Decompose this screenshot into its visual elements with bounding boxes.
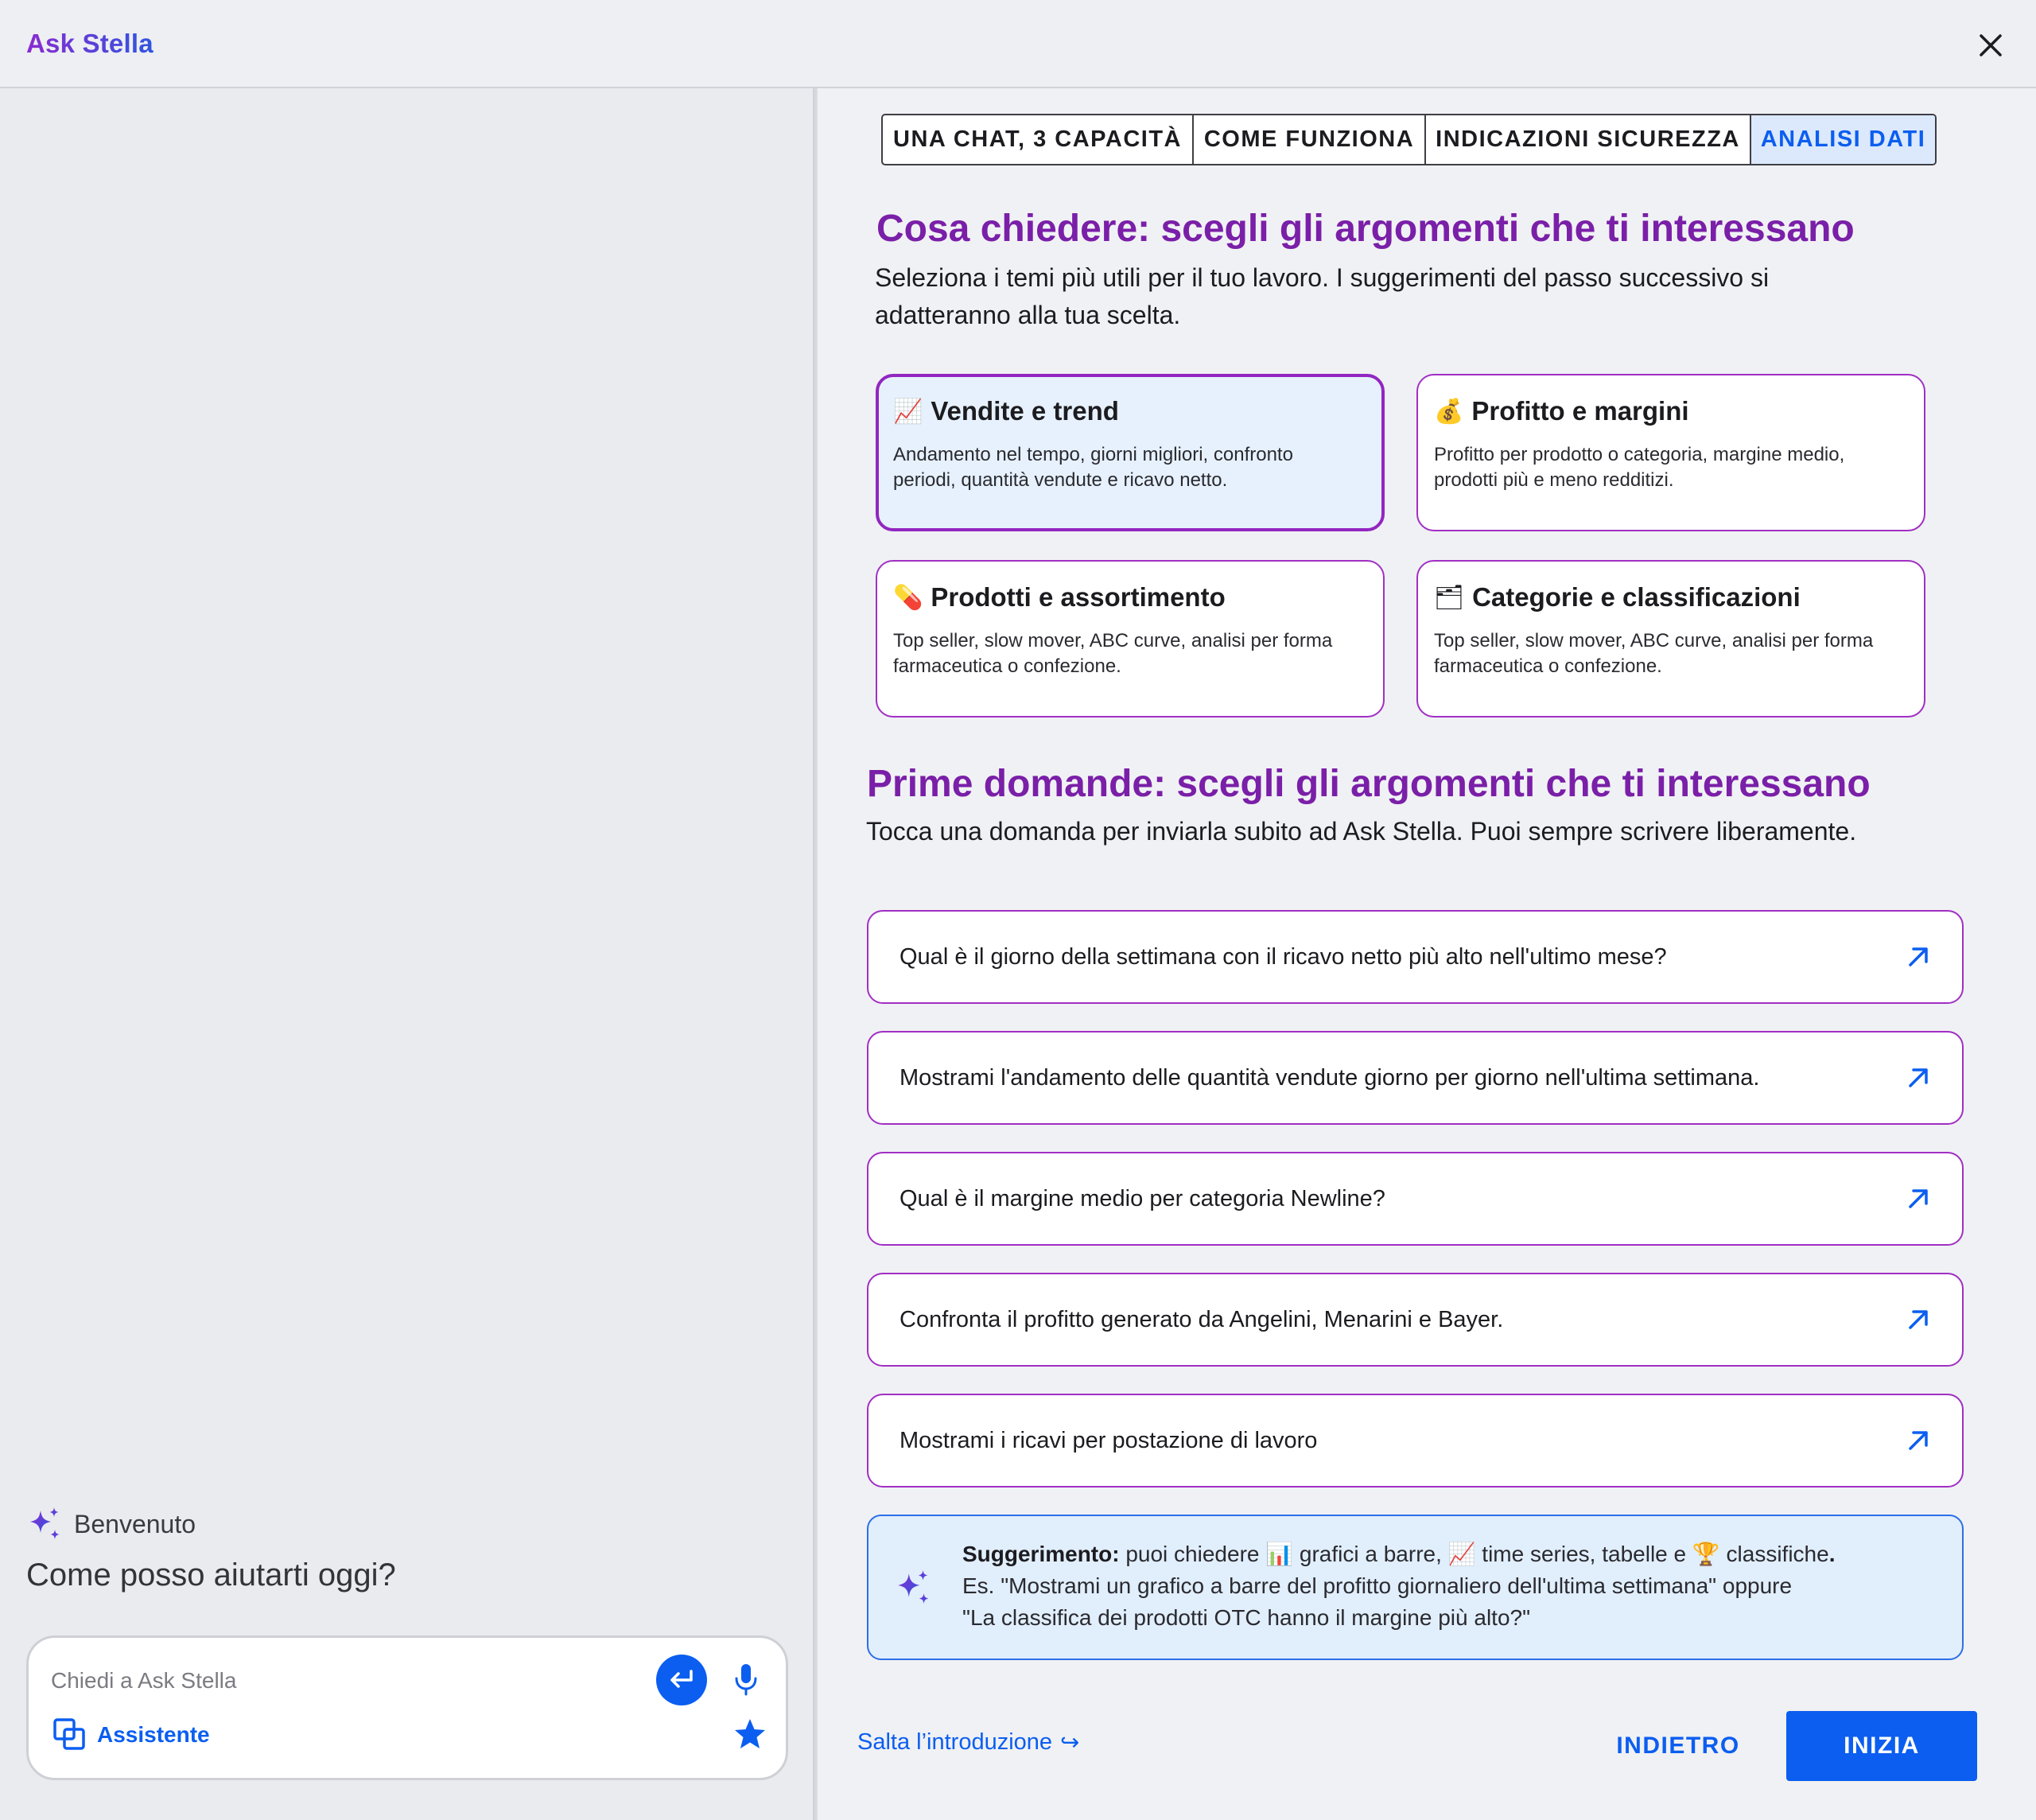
card-index-dividers-icon: 🗂 — [1434, 583, 1465, 612]
question-text: Confronta il profitto generato da Angelini, Menarini e Bayer. — [899, 1306, 1504, 1332]
topic-card-prodotti[interactable] — [876, 560, 1385, 718]
arrow-up-right-icon — [1904, 1064, 1933, 1092]
bar-chart-icon: 📊 — [1265, 1541, 1294, 1567]
close-icon — [1978, 33, 2003, 58]
arrow-up-right-icon — [1904, 1184, 1933, 1213]
question-item[interactable] — [867, 1273, 1964, 1367]
chat-input[interactable] — [51, 1657, 639, 1705]
tab-indicazioni-sicurezza[interactable]: INDICAZIONI SICUREZZA — [1426, 115, 1751, 164]
arrow-up-right-icon — [1904, 1305, 1933, 1334]
topic-title: Vendite e trend — [931, 396, 1119, 426]
topics-title: Cosa chiedere: scegli gli argomenti che ti interessano — [876, 208, 1855, 250]
microphone-icon — [734, 1662, 758, 1696]
close-button[interactable] — [1971, 25, 2011, 65]
question-text: Mostrami l'andamento delle quantità vendute giorno per giorno nell'ultima settimana. — [899, 1064, 1760, 1091]
question-item[interactable] — [867, 1394, 1964, 1488]
question-item[interactable] — [867, 1031, 1964, 1125]
back-button[interactable]: INDIETRO — [1616, 1732, 1740, 1759]
favorites-button[interactable] — [733, 1717, 768, 1752]
tab-analisi-dati[interactable]: ANALISI DATI — [1751, 115, 1935, 164]
sparkle-icon — [894, 1569, 932, 1607]
assistant-mode-icon — [52, 1717, 87, 1752]
skip-intro-label: Salta l’introduzione — [857, 1729, 1053, 1755]
topic-card-categorie[interactable] — [1416, 560, 1925, 718]
tip-box — [867, 1515, 1964, 1660]
app-header — [0, 0, 2036, 88]
welcome-label: Benvenuto — [74, 1509, 196, 1538]
microphone-button[interactable] — [730, 1657, 762, 1701]
topics-subtitle: Seleziona i temi più utili per il tuo lavoro. I suggerimenti del passo successivo si adatteranno alla tua scelta. — [875, 263, 1770, 329]
topic-title: Profitto e margini — [1471, 396, 1689, 426]
topic-card-profitto[interactable] — [1416, 374, 1925, 531]
chart-increasing-icon: 📈 — [1447, 1541, 1476, 1567]
pill-icon: 💊 — [893, 583, 923, 612]
question-item[interactable] — [867, 910, 1964, 1004]
assistant-label: Assistente — [97, 1722, 210, 1747]
tip-label: Suggerimento: — [962, 1542, 1120, 1566]
sparkle-icon — [26, 1506, 63, 1542]
topic-description: Profitto per prodotto o categoria, margine medio, prodotti più e meno redditizi. — [1434, 444, 1845, 491]
tip-line-2: Es. "Mostrami un grafico a barre del profitto giornaliero dell'ultima settimana" oppure — [962, 1573, 1793, 1598]
tip-text-part: time series, tabelle e — [1475, 1542, 1692, 1566]
tab-come-funziona[interactable]: COME FUNZIONA — [1194, 115, 1426, 164]
send-icon — [666, 1664, 697, 1696]
topic-card-vendite[interactable] — [876, 374, 1385, 531]
tip-line-1 — [962, 1538, 1941, 1570]
tip-text-end: . — [1828, 1542, 1836, 1566]
question-item[interactable] — [867, 1152, 1964, 1246]
chart-increasing-icon: 📈 — [893, 397, 923, 426]
topic-title: Categorie e classificazioni — [1472, 582, 1801, 612]
topic-header — [1434, 582, 1801, 612]
topic-description: Top seller, slow mover, ABC curve, analisi per forma farmaceutica o confezione. — [893, 630, 1333, 677]
arrow-up-right-icon — [1904, 943, 1933, 971]
tip-line-3: "La classifica dei prodotti OTC hanno il margine più alto?" — [962, 1605, 1531, 1630]
topic-description: Andamento nel tempo, giorni migliori, confronto periodi, quantità vendute e ricavo netto. — [893, 444, 1293, 491]
topic-description: Top seller, slow mover, ABC curve, analisi per forma farmaceutica o confezione. — [1434, 630, 1874, 677]
chat-composer — [26, 1635, 788, 1780]
questions-title: Prime domande: scegli gli argomenti che ti interessano — [867, 763, 1871, 805]
tip-text-part: puoi chiedere — [1119, 1542, 1266, 1566]
topic-header — [893, 396, 1119, 426]
skip-intro-link[interactable] — [857, 1729, 1079, 1756]
redirect-arrow-icon: ↪ — [1060, 1730, 1080, 1756]
onboarding-tabs — [881, 114, 1937, 165]
question-text: Mostrami i ricavi per postazione di lavoro — [899, 1427, 1318, 1453]
topic-header — [1434, 396, 1689, 426]
tip-text — [962, 1538, 1941, 1634]
send-button[interactable] — [656, 1655, 707, 1705]
questions-subtitle: Tocca una domanda per inviarla subito ad Ask Stella. Puoi sempre scrivere liberamente. — [866, 817, 1857, 846]
trophy-icon: 🏆 — [1692, 1541, 1720, 1567]
star-icon — [733, 1717, 767, 1751]
welcome-row — [26, 1506, 196, 1542]
money-bag-icon: 💰 — [1434, 397, 1464, 426]
welcome-question: Come posso aiutarti oggi? — [26, 1558, 396, 1592]
start-button[interactable]: INIZIA — [1786, 1711, 1977, 1781]
topic-title: Prodotti e assortimento — [931, 582, 1226, 612]
tip-text-part: classifiche — [1719, 1542, 1829, 1566]
arrow-up-right-icon — [1904, 1426, 1933, 1455]
topic-header — [893, 582, 1226, 612]
tab-una-chat[interactable]: UNA CHAT, 3 CAPACITÀ — [883, 115, 1194, 164]
question-text: Qual è il margine medio per categoria Newline? — [899, 1185, 1385, 1211]
assistant-mode-button[interactable] — [52, 1717, 210, 1752]
question-text: Qual è il giorno della settimana con il ricavo netto più alto nell'ultimo mese? — [899, 943, 1667, 970]
app-title: Ask Stella — [26, 29, 153, 58]
tip-text-part: grafici a barre, — [1293, 1542, 1448, 1566]
